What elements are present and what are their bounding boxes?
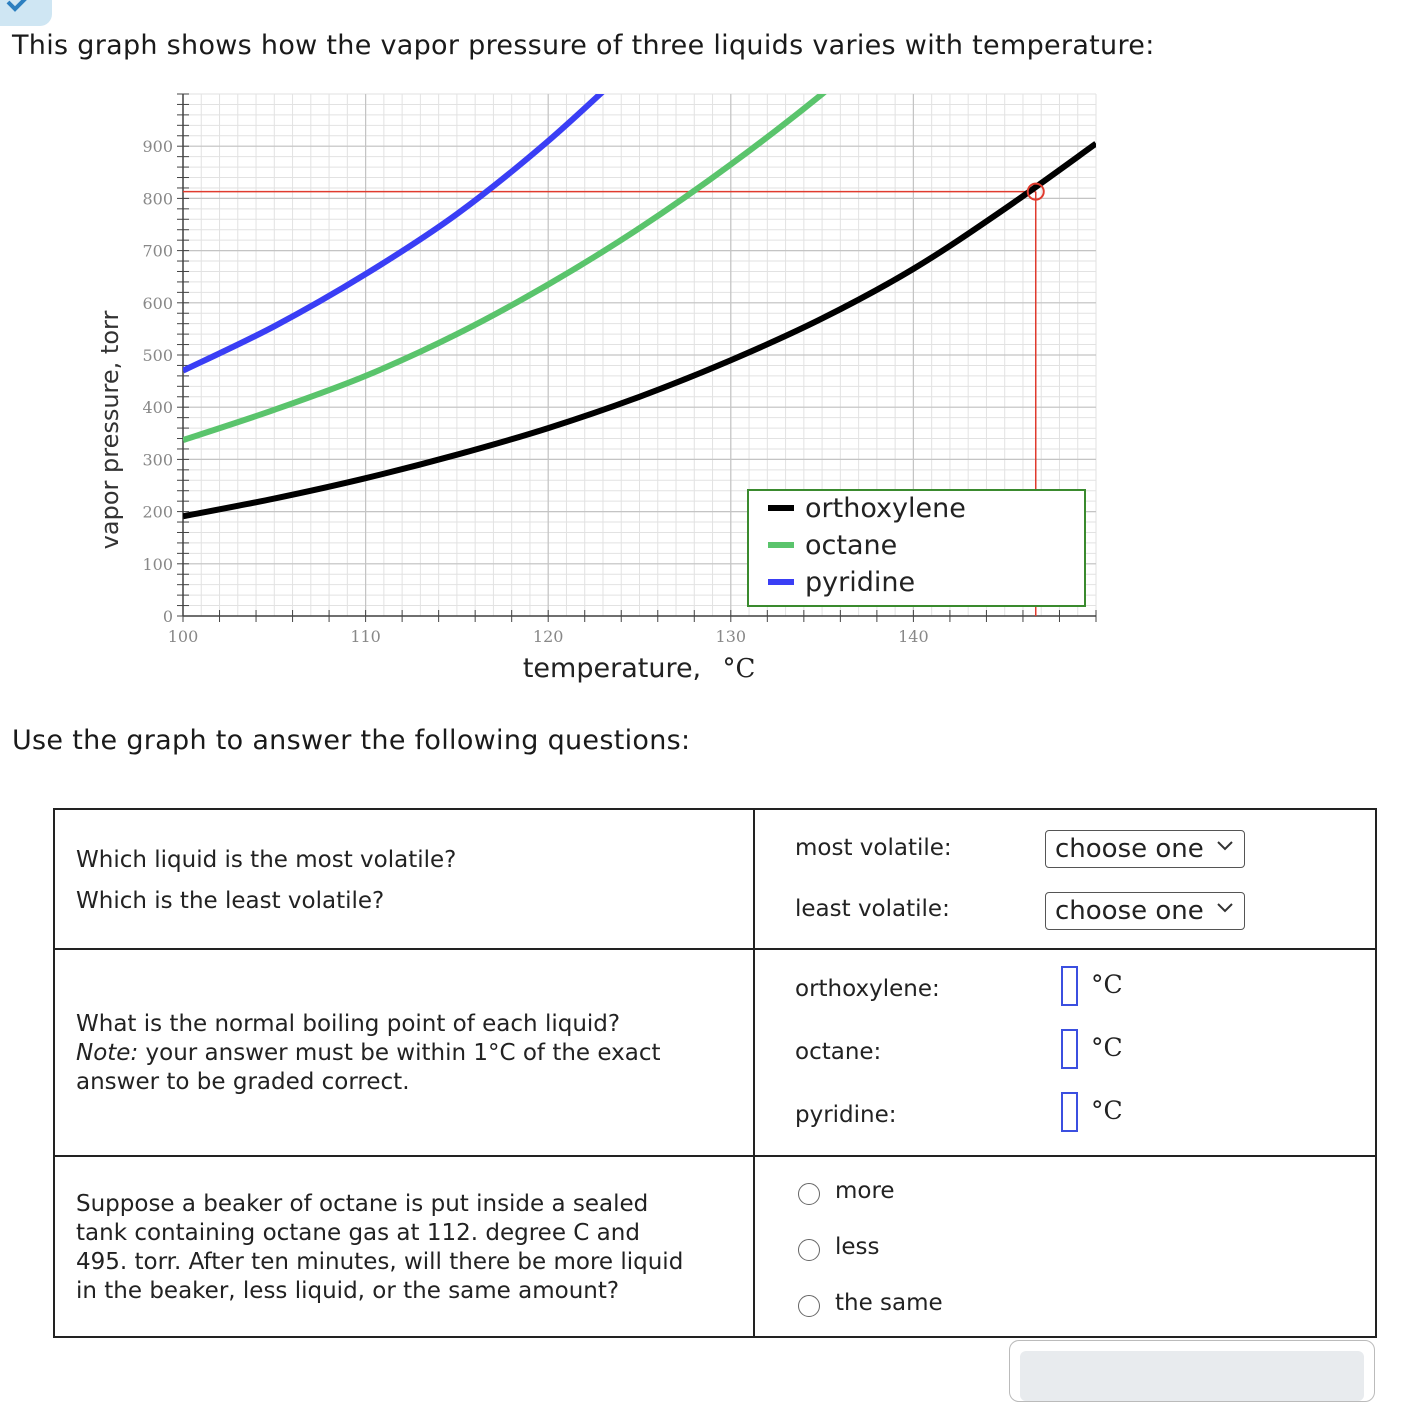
question-volatility (54, 809, 754, 949)
most-volatile-select[interactable] (1045, 830, 1245, 868)
legend-label-orthoxylene: orthoxylene (805, 493, 966, 524)
y-tick-label: 900 (142, 137, 173, 157)
y-tick-label: 300 (142, 450, 173, 470)
unit-celsius: °C (1091, 1096, 1123, 1125)
question-line: What is the normal boiling point of each liquid? (76, 1011, 621, 1037)
radio-more-label: more (835, 1178, 895, 1204)
question-octane-tank (54, 1156, 754, 1337)
orthoxylene-bp-label: orthoxylene: (795, 976, 940, 1002)
legend-label-octane: octane (805, 530, 898, 561)
chevron-down-icon (1216, 840, 1234, 852)
y-tick-label: 100 (142, 554, 173, 574)
least-volatile-label: least volatile: (795, 896, 950, 922)
x-tick-label: 140 (898, 627, 929, 646)
radio-same-label: the same (835, 1290, 943, 1316)
unit-celsius: °C (1091, 970, 1123, 999)
bottom-action-panel (1009, 1340, 1375, 1402)
x-tick-label: 120 (532, 627, 564, 646)
check-icon (6, 0, 30, 14)
x-axis-unit: °C (722, 654, 756, 684)
y-tick-label: 600 (142, 293, 173, 313)
question-boiling-point (54, 949, 754, 1156)
question-line: in the beaker, less liquid, or the same amount? (76, 1278, 620, 1304)
radio-more[interactable] (798, 1183, 820, 1205)
chart-legend (748, 490, 1085, 606)
orthoxylene-bp-input[interactable] (1061, 966, 1078, 1006)
vapor-pressure-chart (0, 80, 1410, 700)
question-line: tank containing octane gas at 112. degree C and (76, 1220, 640, 1246)
question-line: 495. torr. After ten minutes, will there be more liquid (76, 1249, 684, 1275)
question-row-octane-tank (54, 1156, 1376, 1337)
x-tick-label: 100 (167, 627, 199, 646)
x-axis-label: temperature, (522, 653, 702, 684)
answer-boiling-point (754, 949, 1376, 1156)
question-line: Which liquid is the most volatile? (76, 847, 457, 873)
pyridine-bp-label: pyridine: (795, 1102, 897, 1128)
y-tick-label: 400 (142, 398, 173, 418)
questions-table (53, 808, 1377, 1338)
series-line-pyridine (183, 80, 685, 371)
octane-bp-input[interactable] (1061, 1029, 1078, 1069)
octane-bp-label: octane: (795, 1039, 882, 1065)
y-tick-label: 800 (142, 189, 173, 209)
legend-label-pyridine: pyridine (805, 567, 916, 598)
intro-text: This graph shows how the vapor pressure of three liquids varies with temperature: (12, 30, 1155, 61)
radio-same[interactable] (798, 1295, 820, 1317)
bottom-action-bar[interactable] (1020, 1351, 1364, 1401)
y-tick-label: 0 (162, 607, 173, 626)
question-row-boiling-point (54, 949, 1376, 1156)
x-tick-label: 130 (715, 627, 747, 646)
instruction-text: Use the graph to answer the following questions: (12, 725, 691, 756)
question-line: answer to be graded correct. (76, 1069, 410, 1095)
question-line: Which is the least volatile? (76, 888, 385, 914)
select-value: choose one (1055, 896, 1204, 926)
most-volatile-label: most volatile: (795, 835, 952, 861)
pyridine-bp-input[interactable] (1061, 1092, 1078, 1132)
select-value: choose one (1055, 834, 1204, 864)
chevron-down-icon (1216, 902, 1234, 914)
y-tick-label: 700 (142, 241, 173, 261)
question-line: Suppose a beaker of octane is put inside a sealed (76, 1191, 649, 1217)
correct-check-badge (0, 0, 52, 26)
radio-less[interactable] (798, 1239, 820, 1261)
y-axis-label: vapor pressure, torr (96, 310, 124, 550)
y-tick-label: 200 (142, 502, 173, 522)
answer-octane-tank (754, 1156, 1376, 1337)
note-label: Note: (76, 1040, 139, 1066)
question-row-volatility (54, 809, 1376, 949)
note-text: your answer must be within 1°C of the exact (138, 1040, 661, 1066)
x-tick-label: 110 (350, 627, 381, 646)
y-tick-label: 500 (142, 346, 173, 365)
unit-celsius: °C (1091, 1033, 1123, 1062)
radio-less-label: less (835, 1234, 880, 1260)
least-volatile-select[interactable] (1045, 892, 1245, 930)
answer-volatility (754, 809, 1376, 949)
